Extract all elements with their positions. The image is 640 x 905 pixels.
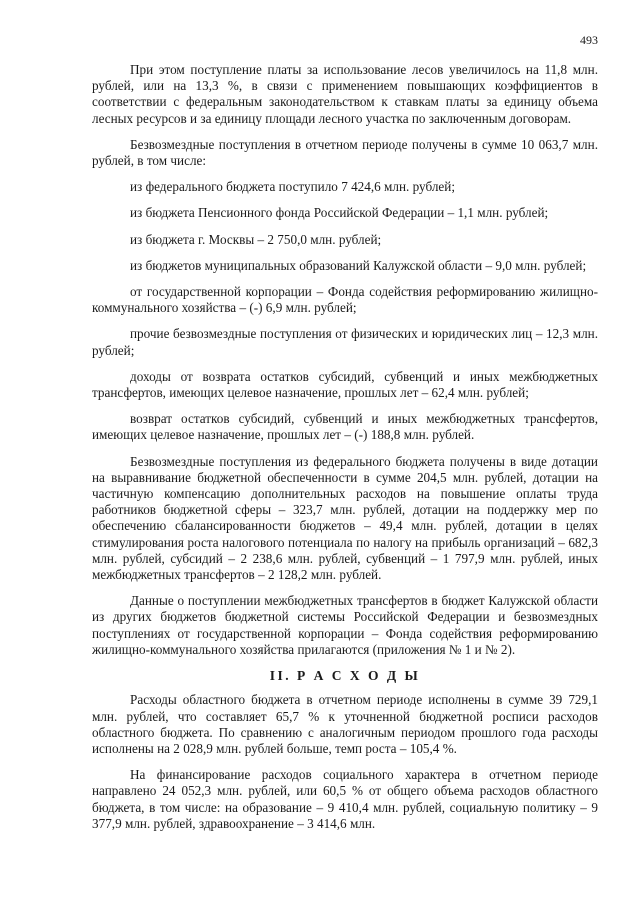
paragraph-forest-fees: При этом поступление платы за использование лесов увеличилось на 11,8 млн. рублей, или на 13,3 %, в связи с применением повышающих коэффициентов в соответствии с федеральным законодательством к ставкам платы за единицу объема лесных ресурсов и за единицу площади лесного участка по заключенным договорам. [92,62,598,126]
list-item-returned-income: доходы от возврата остатков субсидий, субвенций и иных межбюджетных трансфертов, имеющих целевое назначение, прошлых лет – 62,4 млн. рублей; [92,368,598,401]
list-item-pension-fund: из бюджета Пенсионного фонда Российской Федерации – 1,1 млн. рублей; [130,205,549,221]
list-item-moscow-budget: из бюджета г. Москвы – 2 750,0 млн. рублей; [130,231,382,247]
page-content [92,62,598,842]
paragraph-gratuitous-receipts-total: Безвозмездные поступления в отчетном периоде получены в сумме 10 063,7 млн. рублей, в том числе: [92,136,598,169]
list-item-federal-budget: из федерального бюджета поступило 7 424,6 млн. рублей; [130,179,456,195]
paragraph-federal-transfers: Безвозмездные поступления из федерального бюджета получены в виде дотации на выравнивание бюджетной обеспеченности в сумме 204,5 млн. рублей, дотации на частичную компенсацию дополнительных расходов на повышение оплаты труда работников бюджетной сферы – 323,7 млн. рублей, дотации на поддержку мер по обеспечению сбалансированности бюджетов – 49,4 млн. рублей, дотации в целях стимулирования роста налогового потенциала по налогу на прибыль организаций – 682,3 млн. рублей, субсидий – 2 238,6 млн. рублей, субвенций – 1 797,9 млн. рублей, иных межбюджетных трансфертов – 2 128,2 млн. рублей. [92,453,598,583]
section-heading-expenses: II. Р А С Х О Д Ы [269,668,421,684]
list-item-municipal-budgets: из бюджетов муниципальных образований Калужской области – 9,0 млн. рублей; [130,257,587,273]
list-item-other-receipts: прочие безвозмездные поступления от физических и юридических лиц – 12,3 млн. рублей; [92,326,598,358]
paragraph-appendices: Данные о поступлении межбюджетных трансфертов в бюджет Калужской области из других бюджетов бюджетной системы Российской Федерации и безвозмездных поступлениях от государственной корпорации – Фонда содействия реформированию жилищно-коммунального хозяйства прилагаются (приложения № 1 и № 2). [92,593,598,657]
paragraph-social-expenses: На финансирование расходов социального характера в отчетном периоде направлено 24 052,3 млн. рублей, или 60,5 % от общего объема расходов областного бюджета, в том числе: на образование – 9 410,4 млн. рублей, социальную политику – 9 377,9 млн. рублей, здравоохранение – 3 414,6 млн. [92,767,598,831]
paragraph-expenses-total: Расходы областного бюджета в отчетном периоде исполнены в сумме 39 729,1 млн. рублей, что составляет 65,7 % к уточненной бюджетной росписи расходов областного бюджета. По сравнению с аналогичным периодом прошлого года расходы исполнены на 2 028,9 млн. рублей больше, темп роста – 105,4 %. [92,692,598,756]
list-item-returned-balances: возврат остатков субсидий, субвенций и иных межбюджетных трансфертов, имеющих целевое назначение, прошлых лет – (-) 188,8 млн. рублей. [92,411,598,443]
page-number: 493 [580,33,598,47]
list-item-state-corporation: от государственной корпорации – Фонда содействия реформированию жилищно-коммунального хозяйства – (-) 6,9 млн. рублей; [92,284,598,316]
